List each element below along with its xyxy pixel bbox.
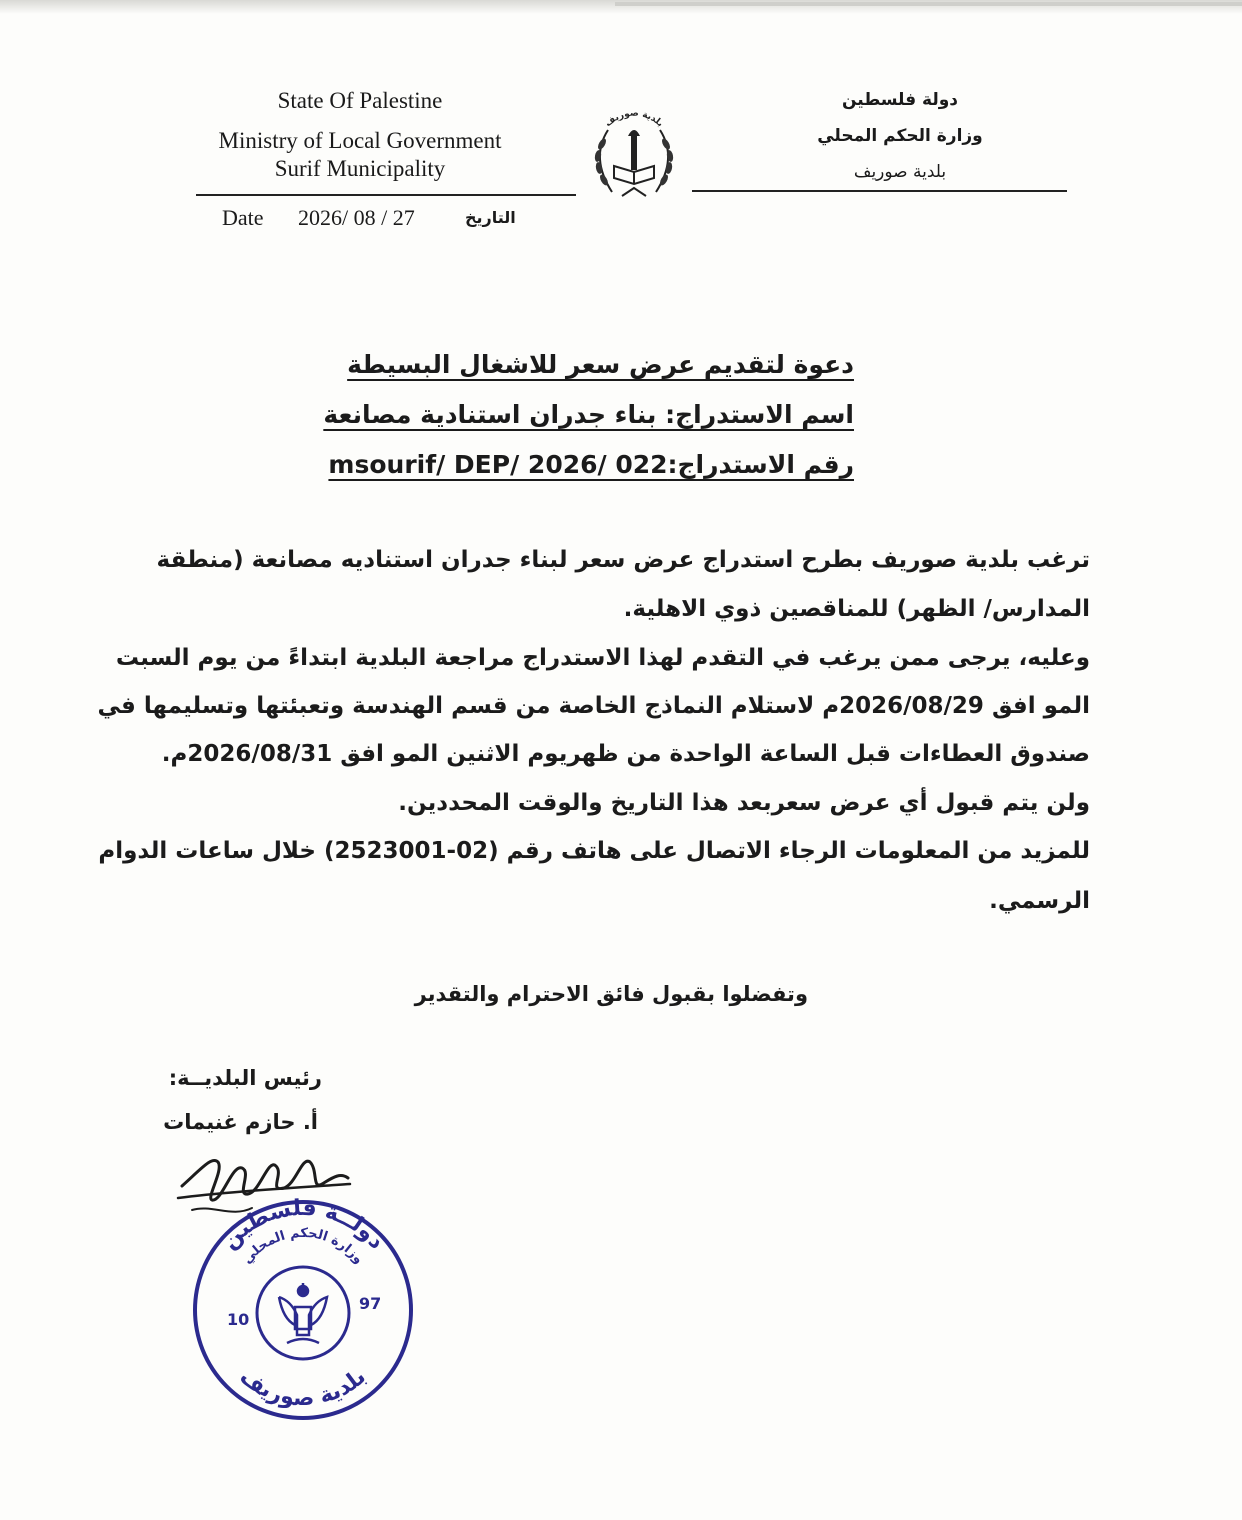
body-line-7: للمزيد من المعلومات الرجاء الاتصال على هاتف رقم (02-2523001) خلال ساعات الدوام [98,838,1090,864]
title-tender-number: رقم الاستدراج:msourif/ DEP/ 2026/ 022 [328,450,854,479]
date-label-en: Date [222,205,264,230]
header-rule-left [196,194,576,196]
eagle-seal-icon [279,1283,327,1343]
stamp-bottom-text: بلدية صوريف [235,1364,371,1412]
signatory-name: أ. حازم غنيمات [163,1110,318,1134]
body-line-6: ولن يتم قبول أي عرض سعربعد هذا التاريخ والوقت المحددين. [398,790,1090,816]
page-top-edge [615,2,1242,6]
body-line-2: المدارس/ الظهر) للمناقصين ذوي الاهلية. [623,596,1090,622]
header-state-en: State Of Palestine [277,88,443,113]
stamp-middle-text: وزارة الحكم المحلي [239,1225,367,1268]
official-stamp [183,1185,423,1425]
header-state-ar: دولة فلسطين [841,90,959,110]
stamp-top-text: دولــة فلسطين [217,1195,390,1255]
stamp-number-left: 10 [227,1310,250,1329]
title-tender-name: اسم الاستدراج: بناء جدران استنادية مصانعة [323,400,854,429]
signatory-title: رئيس البلديــة: [168,1066,322,1090]
municipality-emblem-icon [578,100,690,212]
date-label-ar: التاريخ [465,208,516,227]
header-rule-right [692,190,1067,192]
body-line-8: الرسمي. [989,888,1090,914]
svg-text:دولــة فلسطين [217,1196,389,1255]
svg-text:بلدية صوريف [235,1364,371,1411]
header-municipality-ar: بلدية صوريف [853,162,947,182]
body-line-3: وعليه، يرجى ممن يرغب في التقدم لهذا الاستدراج مراجعة البلدية ابتداءً من يوم السبت [115,645,1090,671]
header-ministry-ar: وزارة الحكم المحلي [817,126,983,146]
title-invitation: دعوة لتقديم عرض سعر للاشغال البسيطة [347,350,854,379]
closing-salutation: وتفضلوا بقبول فائق الاحترام والتقدير [414,982,808,1006]
body-line-5: صندوق العطاءات قبل الساعة الواحدة من ظهريوم الاثنين المو افق 2026/08/31م. [161,741,1090,767]
svg-text:بلدية صوريف [603,109,664,129]
emblem-text: بلدية صوريف [603,108,665,130]
header-ministry-en: Ministry of Local Government [218,128,502,153]
date-value: 2026/ 08 / 27 [298,205,415,230]
stamp-number-right: 97 [359,1294,382,1313]
body-line-4: المو افق 2026/08/29م لاستلام النماذج الخاصة من قسم الهندسة وتعبئتها وتسليمها في [97,693,1090,719]
header-municipality-en: Surif Municipality [274,156,446,181]
body-line-1: ترغب بلدية صوريف بطرح استدراج عرض سعر لبناء جدران استناديه مصانعة (منطقة [156,547,1090,573]
